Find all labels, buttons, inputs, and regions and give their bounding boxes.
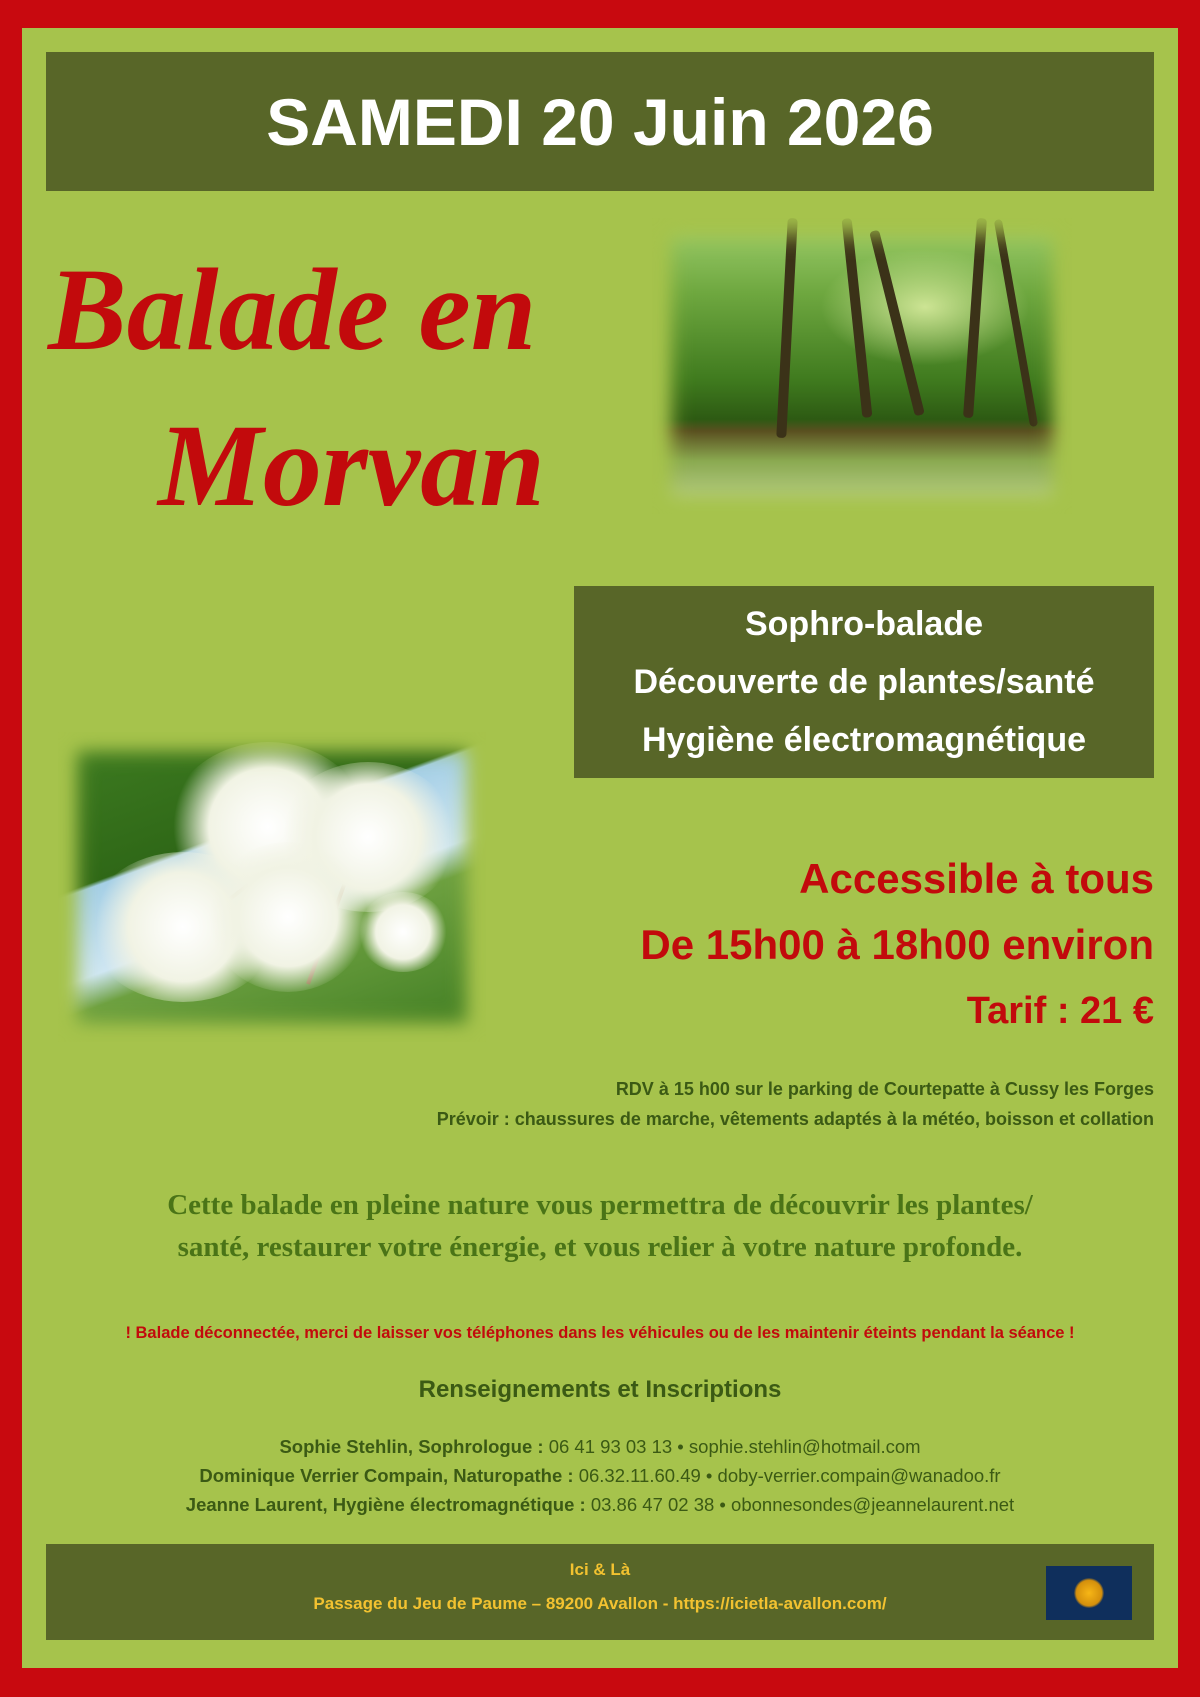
warning-text: ! Balade déconnectée, merci de laisser vos téléphones dans les véhicules ou de les maintenir éteints pendant la séance ! (125, 1324, 1075, 1342)
forest-photo (652, 218, 1072, 514)
event-date: SAMEDI 20 Juin 2026 (266, 84, 934, 159)
footer (46, 1544, 1154, 1640)
description-line-2: santé, restaurer votre énergie, et vous relier à votre nature profonde. (177, 1231, 1023, 1263)
flower-photo (58, 732, 486, 1042)
description-line-1: Cette balade en pleine nature vous permettra de découvrir les plantes/ (167, 1189, 1033, 1221)
contact-name: Sophie Stehlin, Sophrologue : (279, 1436, 544, 1457)
contact-item (22, 1461, 1178, 1490)
sun-logo-icon (1046, 1566, 1132, 1620)
rdv-text: RDV à 15 h00 sur le parking de Courtepatte à Cussy les Forges (615, 1079, 1154, 1099)
contact-details: 03.86 47 02 38 • obonnesondes@jeannelaurent.net (585, 1494, 1015, 1515)
activities-box (574, 586, 1154, 778)
organization-address: Passage du Jeu de Paume – 89200 Avallon - https://icietla-avallon.com/ (313, 1594, 887, 1613)
date-banner (46, 52, 1154, 191)
contacts-list (22, 1432, 1178, 1519)
description (62, 1184, 1138, 1268)
contacts-title: Renseignements et Inscriptions (418, 1376, 782, 1403)
event-info (514, 846, 1154, 1044)
practical-info (254, 1074, 1154, 1134)
event-title (48, 232, 608, 544)
contact-name: Dominique Verrier Compain, Naturopathe : (199, 1465, 574, 1486)
activity-item: Sophro-balade (744, 605, 984, 643)
accessibility-text: Accessible à tous (799, 855, 1154, 902)
contact-item (22, 1432, 1178, 1461)
activity-item: Hygiène électromagnétique (641, 721, 1086, 759)
contact-name: Jeanne Laurent, Hygiène électromagnétique : (185, 1494, 586, 1515)
activity-item: Découverte de plantes/santé (633, 663, 1095, 701)
poster (22, 28, 1178, 1668)
price-text: Tarif : 21 € (966, 990, 1154, 1032)
bring-text: Prévoir : chaussures de marche, vêtements adaptés à la météo, boisson et collation (436, 1109, 1154, 1129)
title-line-2: Morvan (158, 400, 545, 531)
title-line-1: Balade en (48, 244, 537, 375)
contact-details: 06 41 93 03 13 • sophie.stehlin@hotmail.com (543, 1436, 921, 1457)
organization-name: Ici & Là (569, 1560, 631, 1579)
contact-details: 06.32.11.60.49 • doby-verrier.compain@wanadoo.fr (573, 1465, 1001, 1486)
contact-item (22, 1490, 1178, 1519)
time-text: De 15h00 à 18h00 environ (640, 921, 1154, 968)
